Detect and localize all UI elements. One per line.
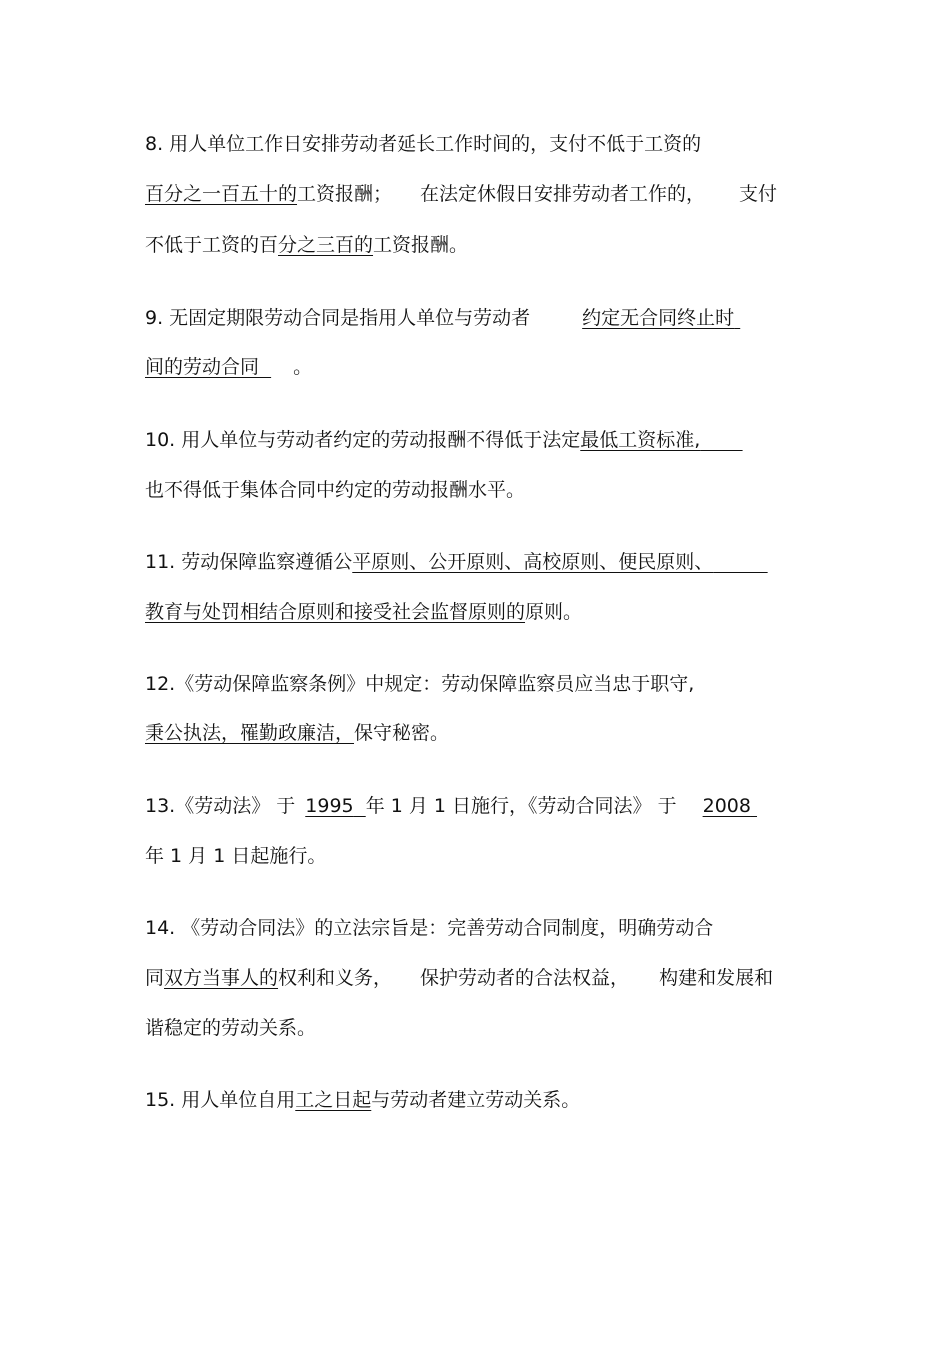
q8-text: 在法定休假日安排劳动者工作的， bbox=[420, 183, 706, 205]
q8-text: 工资报酬； bbox=[297, 183, 393, 205]
q15-text: 15. 用人单位自用 bbox=[145, 1089, 296, 1111]
q10-text: 也不得低于集体合同中约定的劳动报酬水平。 bbox=[145, 479, 526, 501]
q11-answer: 平原则、公开原则、高校原则、便民原则、 bbox=[352, 551, 714, 573]
q8-line-1 bbox=[145, 131, 701, 157]
q9-line-2 bbox=[145, 354, 312, 380]
q9-answer: 约定无合同终止时 bbox=[582, 307, 735, 329]
q11-text: 11. 劳动保障监察遵循公 bbox=[145, 551, 353, 573]
q14-line-1 bbox=[145, 915, 713, 941]
q11-line-1 bbox=[145, 549, 768, 575]
q10-answer: 最低工资标准, bbox=[580, 429, 701, 451]
q14-line-2 bbox=[145, 965, 773, 991]
q9-answer-cont: 间的劳动合同 bbox=[145, 356, 260, 378]
q8-text: 工资报酬。 bbox=[373, 234, 469, 256]
q12-text: 保守秘密。 bbox=[354, 722, 450, 744]
q8-line-3 bbox=[145, 232, 468, 258]
q10-text: 10. 用人单位与劳动者约定的劳动报酬不得低于法定 bbox=[145, 429, 581, 451]
q14-text: 构建和发展和 bbox=[659, 967, 774, 989]
q8-answer-1: 百分之一百五十的 bbox=[145, 183, 298, 205]
q9-text: 。 bbox=[293, 356, 313, 378]
q9-line-1 bbox=[145, 305, 740, 331]
q11-text: 原则。 bbox=[525, 601, 583, 623]
q12-text: 12.《劳动保障监察条例》中规定：劳动保障监察员应当忠于职守, bbox=[145, 673, 695, 695]
q11-answer-cont: 教育与处罚相结合原则和接受社会监督原则的 bbox=[145, 601, 526, 623]
q13-text: 年 1 月 1 日施行，《劳动合同法》 于 bbox=[365, 795, 677, 817]
q12-line-2 bbox=[145, 720, 449, 746]
q10-line-2 bbox=[145, 477, 525, 503]
q13-text: 13.《劳动法》 于 bbox=[145, 795, 296, 817]
q14-text: 同 bbox=[145, 967, 165, 989]
q14-text: 14. 《劳动合同法》的立法宗旨是：完善劳动合同制度，明确劳动合 bbox=[145, 917, 714, 939]
q13-text: 年 1 月 1 日起施行。 bbox=[145, 845, 327, 867]
q8-text: 不低于工资的百 bbox=[145, 234, 279, 256]
q12-line-1 bbox=[145, 671, 694, 697]
q13-answer-year-1: 1995 bbox=[305, 795, 354, 817]
q9-text: 9. 无固定期限劳动合同是指用人单位与劳动者 bbox=[145, 307, 531, 329]
q13-line-1 bbox=[145, 793, 757, 819]
q14-answer: 双方当事人的 bbox=[164, 967, 279, 989]
q14-text: 谐稳定的劳动关系。 bbox=[145, 1017, 317, 1039]
q13-line-2 bbox=[145, 843, 326, 869]
q11-line-2 bbox=[145, 599, 582, 625]
q13-answer-year-2: 2008 bbox=[702, 795, 751, 817]
q8-line-2 bbox=[145, 181, 777, 207]
q10-line-1 bbox=[145, 427, 743, 453]
q14-line-3 bbox=[145, 1015, 316, 1041]
q12-answer: 秉公执法，罹勤政廉洁， bbox=[145, 722, 355, 744]
q15-text: 与劳动者建立劳动关系。 bbox=[371, 1089, 581, 1111]
q15-line-1 bbox=[145, 1087, 580, 1113]
q14-text: 保护劳动者的合法权益， bbox=[420, 967, 630, 989]
q15-answer: 工之日起 bbox=[295, 1089, 372, 1111]
q8-text: 8. 用人单位工作日安排劳动者延长工作时间的，支付不低于工资的 bbox=[145, 133, 702, 155]
q14-text: 权利和义务， bbox=[278, 967, 393, 989]
q8-answer-2: 分之三百的 bbox=[278, 234, 374, 256]
q8-text: 支付 bbox=[739, 183, 778, 205]
